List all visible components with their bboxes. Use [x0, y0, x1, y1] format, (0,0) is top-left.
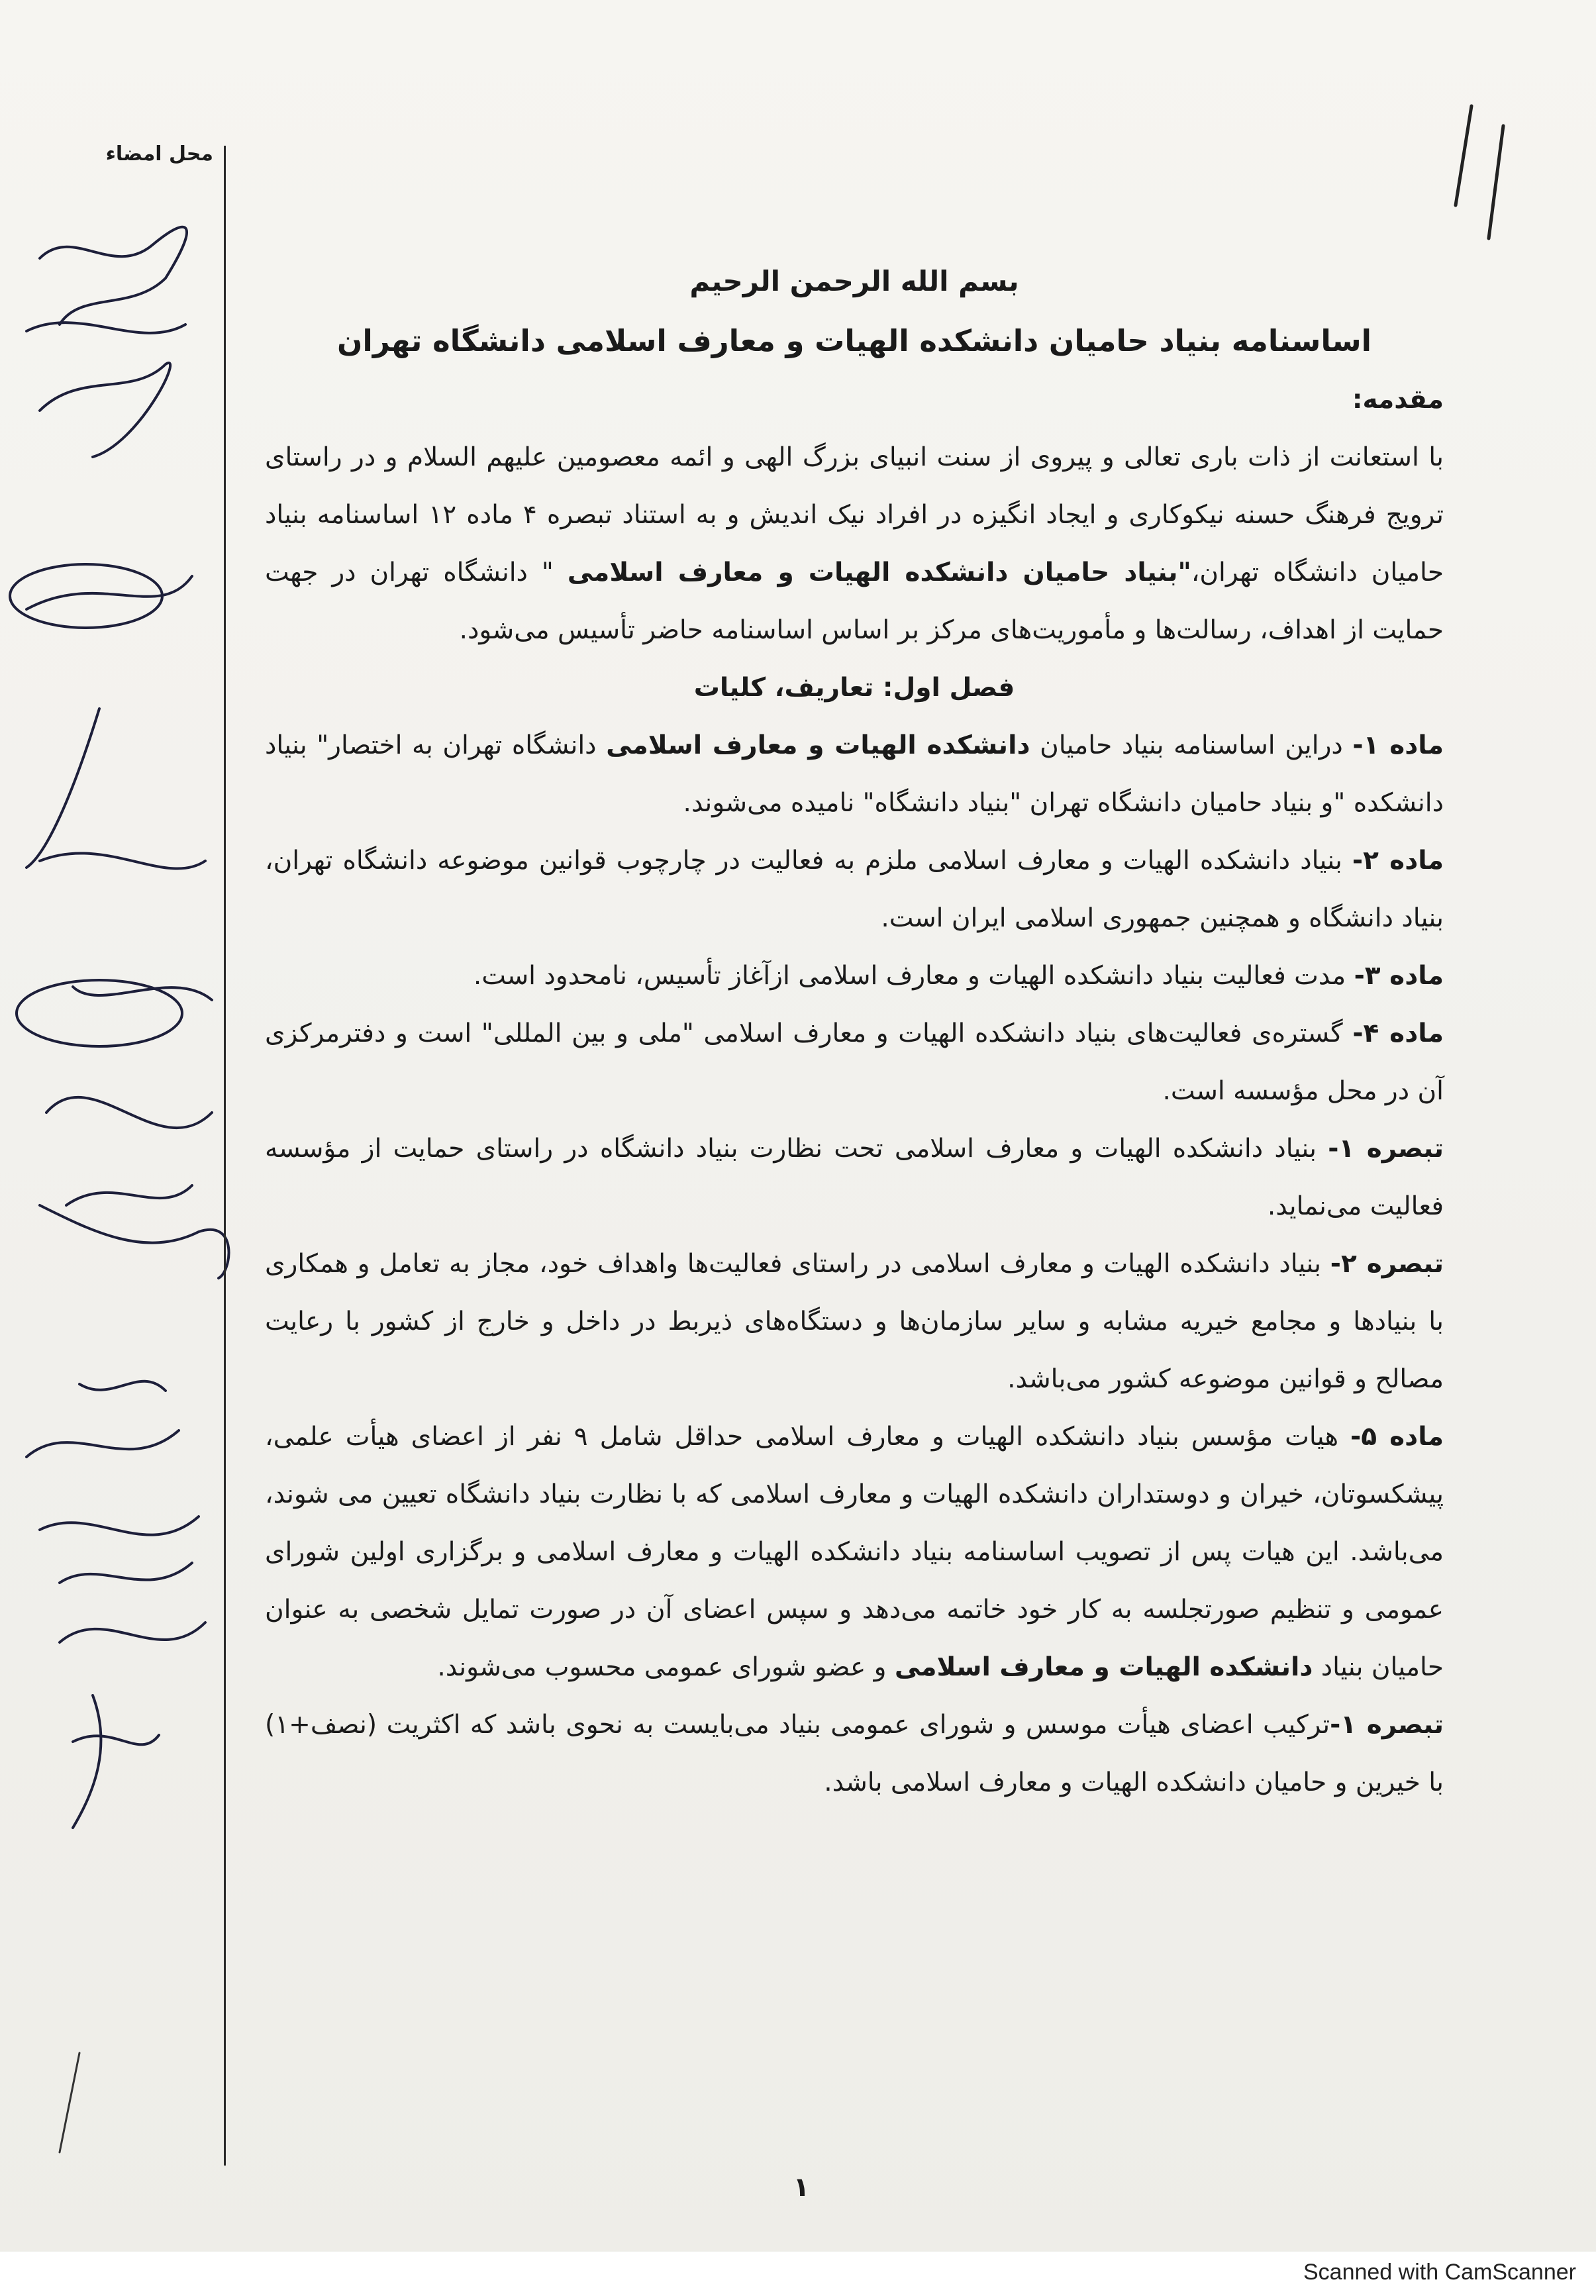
article-text: مدت فعالیت بنیاد دانشکده الهیات و معارف اسلامی ازآغاز تأسیس، نامحدود است. [473, 961, 1354, 991]
intro-heading: مقدمه: [1352, 385, 1444, 415]
note-text: بنیاد دانشکده الهیات و معارف اسلامی تحت نظارت بنیاد دانشگاه در راستای حمایت از مؤسسه فعالیت می‌نماید. [265, 1134, 1444, 1221]
article-5-note-1 [265, 1696, 1444, 1811]
article-bold-text: دانشکده الهیات و معارف اسلامی [894, 1652, 1313, 1682]
article-text: گستره‌ی فعالیت‌های بنیاد دانشکده الهیات و معارف اسلامی "ملی و بین المللی" است و دفترمرکزی آن در محل مؤسسه است. [265, 1019, 1444, 1106]
article-4 [265, 1005, 1444, 1120]
signature-area-label: محل امضاء [105, 142, 213, 166]
article-text-end: دانشگاه تهران به اختصار" بنیاد دانشکده "و بنیاد حامیان دانشگاه تهران "بنیاد دانشگاه" نامیده می‌شوند. [265, 730, 1444, 818]
note-1 [265, 1120, 1444, 1235]
note-text: بنیاد دانشکده الهیات و معارف اسلامی در راستای فعالیت‌ها واهداف خود، مجاز به تعامل و همکاری با بنیادها و مجامع خیریه مشابه و سایر سازمان‌ها و دستگاه‌های ذیربط در داخل و خارج از کشور با رعایت مصالح و قوانین موضوعه کشور می‌باشد. [265, 1249, 1444, 1394]
document-title: اساسنامه بنیاد حامیان دانشکده الهیات و معارف اسلامی دانشگاه تهران [337, 323, 1372, 358]
intro-paragraph [265, 428, 1444, 659]
page-number: ۱ [793, 2172, 810, 2203]
handwritten-signatures [0, 199, 278, 1854]
note-label: تبصره ۱- [1330, 1710, 1444, 1740]
intro-text-end: " دانشگاه تهران در جهت حمایت از اهداف، رسالت‌ها و مأموریت‌های مرکز بر اساس اساسنامه حاضر تأسیس می‌شود. [265, 558, 1444, 645]
article-5 [265, 1408, 1444, 1696]
stray-pen-mark [46, 2046, 99, 2159]
chapter-one-heading: فصل اول: تعاریف، کلیات [693, 673, 1015, 703]
article-label: ماده ۳- [1354, 961, 1444, 991]
article-text-end: و عضو شورای عمومی محسوب می‌شوند. [437, 1652, 895, 1682]
article-3 [265, 947, 1444, 1005]
foundation-name: "بنیاد حامیان دانشکده الهیات و معارف اسلامی [567, 558, 1191, 587]
article-text: بنیاد دانشکده الهیات و معارف اسلامی ملزم به فعالیت در چارچوب قوانین موضوعه دانشگاه تهران، بنیاد دانشگاه و همچنین جمهوری اسلامی ایران است. [265, 846, 1444, 933]
document-body [265, 252, 1444, 1811]
scanner-watermark: Scanned with CamScanner [1303, 2260, 1576, 2285]
note-2 [265, 1235, 1444, 1408]
article-label: ماده ۲- [1352, 846, 1444, 875]
article-1 [265, 717, 1444, 832]
bismillah-heading: بسم الله الرحمن الرحیم [689, 265, 1019, 297]
note-label: تبصره ۱- [1328, 1134, 1444, 1164]
article-2 [265, 832, 1444, 947]
article-text: دراین اساسنامه بنیاد حامیان [1030, 730, 1353, 760]
article-text: هیات مؤسس بنیاد دانشکده الهیات و معارف اسلامی حداقل شامل ۹ نفر از اعضای هیأت علمی، پیشکسوتان، خیران و دوستداران دانشکده الهیات و معارف اسلامی که با نظارت بنیاد دانشگاه تعیین می شوند، می‌باشد. این هیات پس از تصویب اساسنامه بنیاد دانشکده الهیات و معارف اسلامی و برگزاری اولین شورای عمومی و تنظیم صورتجلسه به کار خود خاتمه می‌دهد و سپس اعضای آن در صورت تمایل شخصی به عنوان حامیان بنیاد [265, 1422, 1444, 1682]
intro-text: با استعانت از ذات باری تعالی و پیروی از سنت انبیای بزرگ الهی و ائمه معصومین علیهم السلام و در راستای ترویج فرهنگ حسنه نیکوکاری و ایجاد انگیزه در افراد نیک اندیش و به استناد تبصره ۴ ماده ۱۲ اساسنامه بنیاد حامیان دانشگاه تهران، [265, 442, 1444, 587]
article-bold-text: دانشکده الهیات و معارف اسلامی [606, 730, 1030, 760]
note-label: تبصره ۲- [1330, 1249, 1444, 1279]
corner-pen-marks [1437, 99, 1517, 245]
article-label: ماده ۴- [1352, 1019, 1444, 1048]
article-label: ماده ۱- [1352, 730, 1444, 760]
article-label: ماده ۵- [1350, 1422, 1444, 1452]
note-text: ترکیب اعضای هیأت موسس و شورای عمومی بنیاد می‌بایست به نحوی باشد که اکثریت (نصف+۱) با خیرین و حامیان دانشکده الهیات و معارف اسلامی باشد. [265, 1710, 1444, 1797]
margin-rule-line [224, 146, 226, 2166]
